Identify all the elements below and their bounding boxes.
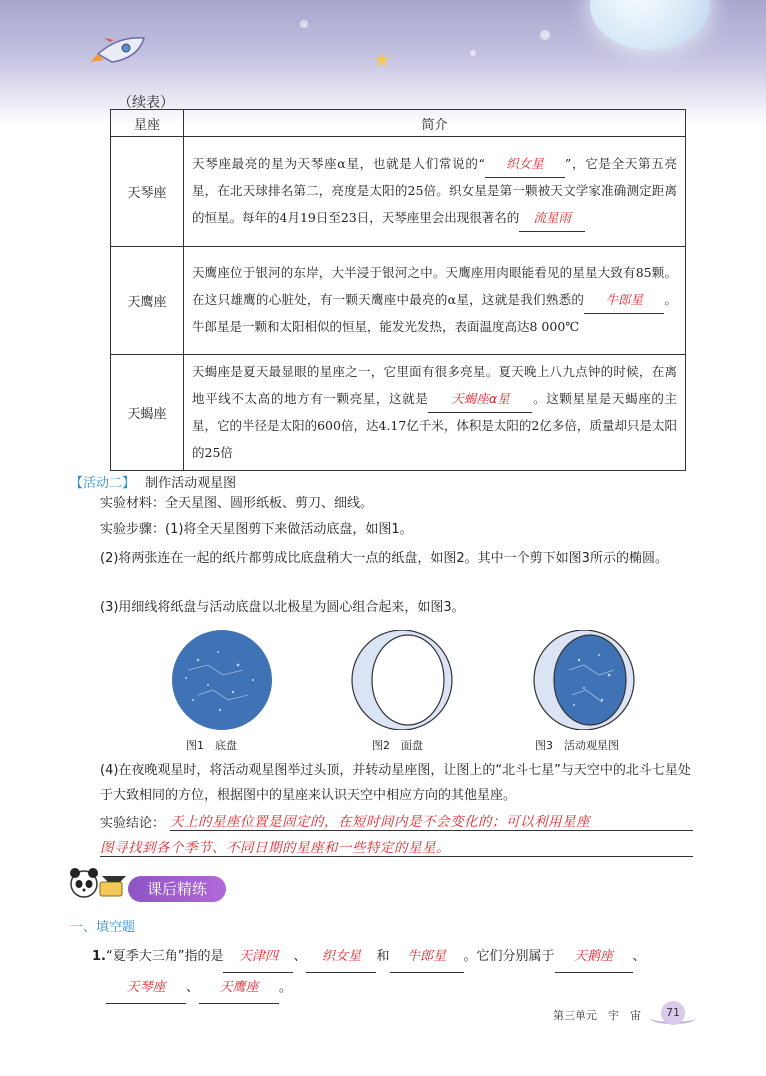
bubble-decoration <box>540 30 550 40</box>
rocket-icon <box>88 32 148 66</box>
figure-star-finder <box>524 630 654 730</box>
table-row <box>111 137 686 247</box>
table-row <box>111 247 686 355</box>
answer-blank: 牛郎星 <box>390 942 464 973</box>
star-icon: ★ <box>373 48 391 72</box>
activity-title <box>70 472 236 491</box>
figure-3-caption: 图3 活动观星图 <box>535 739 619 752</box>
figure-1-caption: 图1 底盘 <box>186 739 237 752</box>
question-text: 。 <box>279 980 293 995</box>
question-text: 、 <box>632 949 646 964</box>
answer-blank: 天鹰座 <box>199 973 279 1004</box>
question-text: 、 <box>186 980 200 995</box>
step-4-text: (4)在夜晚观星时，将活动观星图举过头顶，并转动星座图，让图上的“北斗七星”与天空中的北斗七星处于大致相同的方位，根据图中的星座来认识天空中相应方向的其他星座。 <box>100 763 691 803</box>
answer-blank: 天鹅座 <box>555 942 633 973</box>
figure-2-caption: 图2 面盘 <box>372 739 423 752</box>
question-text: 、 <box>293 949 307 964</box>
col-header-constellation: 星座 <box>111 110 184 137</box>
panda-mascot-icon <box>70 862 132 906</box>
answer-blank: 织女星 <box>306 942 376 973</box>
answer-blank: 天蝎座α星 <box>428 386 532 414</box>
conclusion-label: 实验结论： <box>100 816 166 831</box>
question-text: 。它们分别属于 <box>463 949 555 964</box>
step-2-text <box>100 546 695 571</box>
col-header-intro: 简介 <box>184 110 686 137</box>
constellation-table <box>110 109 686 471</box>
step-2-content: (2)将两张连在一起的纸片都剪成比底盘稍大一点的纸盘，如图2。其中一个剪下如图3所示的椭圆。 <box>100 551 668 566</box>
question-1 <box>92 942 696 1004</box>
question-number: 1. <box>92 949 106 964</box>
constellation-name: 天鹰座 <box>111 247 184 355</box>
desc-text: ”，它是全天第五亮星，在北天球排名第二，亮度是太阳的25倍。织女星是第一颗被天文学家准确测定距离的恒星。每年的4月19日至23日，天琴座里会出现很著名的 <box>192 155 677 225</box>
materials-text: 实验材料：全天星图、圆形纸板、剪刀、细线。 <box>100 496 374 511</box>
table-header-row <box>111 110 686 137</box>
page-number: 71 <box>661 1001 685 1025</box>
bubble-decoration <box>470 50 476 56</box>
desc-text: 天琴座最亮的星为天琴座α星，也就是人们常说的“ <box>192 155 485 171</box>
question-text: 和 <box>376 949 390 964</box>
constellation-desc <box>184 137 686 247</box>
conclusion-answer-line-2: 图寻找到各个季节、不同日期的星座和一些特定的星星。 <box>100 836 693 857</box>
table-row <box>111 355 686 471</box>
constellation-desc <box>184 247 686 355</box>
footer-unit: 第三单元 宇 宙 <box>553 1009 641 1022</box>
figure-base-disk <box>158 630 288 730</box>
constellation-name: 天蝎座 <box>111 355 184 471</box>
constellation-desc <box>184 355 686 471</box>
step-3-text: (3)用细线将纸盘与活动底盘以北极星为圆心组合起来，如图3。 <box>100 600 465 615</box>
conclusion-answer-line-1: 天上的星座位置是固定的，在短时间内是不会变化的；可以利用星座 <box>170 810 693 831</box>
constellation-name: 天琴座 <box>111 137 184 247</box>
answer-blank: 天琴座 <box>106 973 186 1004</box>
desc-text: 天蝎座是夏天最显眼的星座之一，它里面有很多亮星。夏天晚上八九点钟的时候，在离地平线不太高的地方有一颗亮星，这就是 <box>192 364 677 406</box>
figure-face-disk <box>342 630 472 730</box>
activity-name: 制作活动观星图 <box>145 476 237 491</box>
desc-text: 。这颗星星是天蝎座的主星，它的半径是太阳的600倍，达4.17亿千米，体积是太阳的2亿多倍，质量却只是太阳的25倍 <box>192 390 677 460</box>
desc-text: 。牛郎星是一颗和太阳相似的恒星，能发光发热，表面温度高达8 000℃ <box>192 291 677 335</box>
activity-bracket: 【活动二】 <box>70 476 136 491</box>
desc-text: 天鹰座位于银河的东岸，大半浸于银河之中。天鹰座用肉眼能看见的星星大致有85颗。在这只雄鹰的心脏处，有一颗天鹰座中最亮的α星，这就是我们熟悉的 <box>192 265 677 307</box>
question-text: “夏季大三角”指的是 <box>105 949 224 964</box>
step-1-text: 实验步骤：(1)将全天星图剪下来做活动底盘，如图1。 <box>100 522 413 537</box>
answer-blank: 流星雨 <box>519 205 585 233</box>
bubble-decoration <box>300 20 308 28</box>
section-heading: 一、填空题 <box>70 920 136 935</box>
practice-banner: 课后精练 <box>128 876 226 902</box>
answer-blank: 天津四 <box>223 942 293 973</box>
answer-blank: 织女星 <box>485 151 565 179</box>
table-continuation-label: （续表） <box>118 95 174 111</box>
answer-blank: 牛郎星 <box>584 287 664 315</box>
